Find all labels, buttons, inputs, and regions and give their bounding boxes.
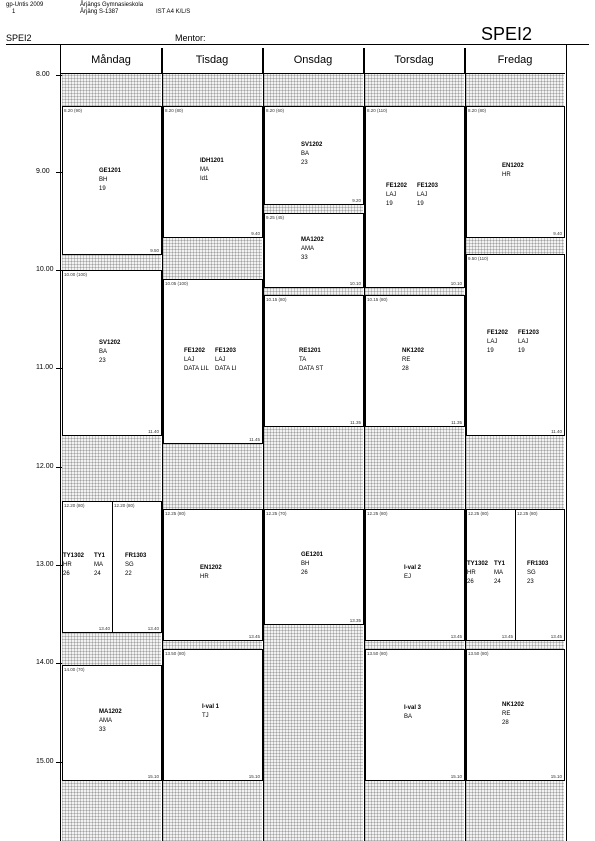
lesson-end: 10.10	[349, 281, 361, 286]
lesson-subject	[301, 551, 323, 578]
lesson-block[interactable]	[515, 509, 565, 641]
lesson-start: 10.00 (100)	[64, 272, 88, 277]
teacher: BA	[301, 151, 310, 157]
day-header-tuesday: Tisdag	[162, 48, 263, 74]
subject-code: NK1202	[402, 348, 425, 354]
lesson-start: 8.20 (90)	[64, 108, 83, 113]
software-label: gp-Untis 2009	[6, 2, 44, 8]
lesson-end: 13.45	[501, 634, 513, 639]
time-label: 8.00	[36, 71, 50, 78]
lesson-subject	[487, 329, 508, 356]
lesson-start: 10.05 (100)	[165, 281, 189, 286]
lesson-block[interactable]	[365, 649, 465, 781]
teacher: LAJ	[215, 357, 226, 363]
teacher: RE	[502, 711, 511, 717]
room: 23	[527, 579, 534, 585]
day-header-monday: Måndag	[61, 48, 162, 74]
room: 28	[502, 720, 509, 726]
room: 28	[402, 366, 409, 372]
lesson-subject	[502, 162, 524, 180]
lesson-block[interactable]	[62, 665, 162, 781]
lesson-start: 14.00 (70)	[64, 667, 85, 672]
subject-code: FR1303	[125, 553, 147, 559]
room: 23	[99, 358, 106, 364]
time-label: 11.00	[36, 364, 53, 371]
subject-code: FE1202	[487, 330, 509, 336]
subject-code: FE1203	[215, 348, 237, 354]
time-tick	[56, 467, 62, 468]
teacher: AMA	[99, 718, 113, 724]
lesson-block[interactable]	[365, 106, 465, 288]
lesson-subject	[94, 552, 105, 579]
lesson-block[interactable]	[163, 279, 263, 444]
lesson-end: 15.10	[450, 774, 462, 779]
room: Id1	[200, 176, 209, 182]
lesson-block[interactable]	[365, 295, 465, 427]
room: 19	[487, 348, 494, 354]
lesson-block[interactable]	[112, 501, 162, 633]
lesson-subject	[301, 236, 324, 263]
room: 19	[417, 201, 424, 207]
lesson-start: 12.25 (70)	[266, 511, 287, 516]
lesson-start: 8.20 (110)	[367, 108, 388, 113]
lesson-end: 13.40	[98, 626, 110, 631]
lesson-start: 10.15 (80)	[266, 297, 287, 302]
teacher: TJ	[202, 713, 209, 719]
lesson-subject	[402, 347, 424, 374]
lesson-block[interactable]	[62, 106, 162, 255]
room: 22	[125, 571, 132, 577]
lesson-end: 9.40	[251, 231, 260, 236]
subject-code: SV1202	[99, 340, 121, 346]
subject-code: I-val 3	[404, 705, 422, 711]
lesson-end: 11.40	[551, 429, 562, 434]
lesson-start: 12.20 (80)	[64, 503, 85, 508]
teacher: LAJ	[487, 339, 498, 345]
lesson-subject	[404, 704, 421, 722]
teacher: LAJ	[518, 339, 529, 345]
lesson-subject	[200, 157, 224, 184]
lesson-block[interactable]	[163, 509, 263, 641]
room: 19	[386, 201, 393, 207]
lesson-subject	[202, 703, 219, 721]
lesson-start: 8.20 (80)	[468, 108, 487, 113]
subject-code: GE1201	[99, 168, 122, 174]
lesson-block[interactable]	[466, 509, 516, 641]
room: DATA LI	[215, 366, 237, 372]
teacher: BH	[99, 177, 108, 183]
subject-code: I-val 2	[404, 565, 422, 571]
time-label: 15.00	[36, 758, 54, 765]
lesson-subject	[301, 141, 322, 168]
teacher: MA	[94, 562, 103, 568]
teacher: HR	[502, 172, 511, 178]
lesson-subject	[63, 552, 84, 579]
subject-code: TY1	[94, 553, 106, 559]
lesson-start: 8.20 (80)	[165, 108, 184, 113]
room: 26	[301, 570, 308, 576]
lesson-end: 10.10	[450, 281, 462, 286]
lesson-end: 15.10	[248, 774, 260, 779]
lesson-block[interactable]	[264, 509, 364, 625]
time-label: 12.00	[36, 463, 54, 470]
lesson-end: 9.20	[352, 198, 361, 203]
subject-code: I-val 1	[202, 704, 220, 710]
subject-code: FE1203	[518, 330, 540, 336]
lesson-end: 15.10	[550, 774, 562, 779]
lesson-block[interactable]	[466, 254, 565, 436]
teacher: HR	[200, 574, 209, 580]
lesson-start: 13.50 (80)	[367, 651, 388, 656]
lesson-start: 9.25 (45)	[266, 215, 285, 220]
school-code: Årjäng S-1387	[80, 9, 119, 15]
subject-code: EN1202	[502, 163, 524, 169]
lesson-subject	[386, 182, 407, 209]
lesson-block[interactable]	[466, 649, 565, 781]
lesson-block[interactable]	[365, 509, 465, 641]
lesson-end: 9.50	[150, 248, 159, 253]
lesson-start: 10.15 (80)	[367, 297, 388, 302]
lesson-start: 12.25 (80)	[517, 511, 538, 516]
time-label: 10.00	[36, 266, 54, 273]
teacher: HR	[467, 570, 476, 576]
lesson-block[interactable]	[264, 213, 364, 288]
subject-code: FE1203	[417, 183, 439, 189]
lesson-subject	[494, 560, 505, 587]
lesson-subject	[99, 708, 122, 735]
day-header-friday: Fredag	[465, 48, 565, 74]
subject-code: EN1202	[200, 565, 222, 571]
subject-code: FE1202	[184, 348, 206, 354]
room: 19	[99, 186, 106, 192]
room: 26	[467, 579, 474, 585]
teacher: LAJ	[386, 192, 397, 198]
lesson-start: 12.25 (80)	[165, 511, 186, 516]
lesson-block[interactable]	[62, 270, 162, 436]
day-header-thursday: Torsdag	[364, 48, 465, 74]
subject-code: MA1202	[99, 709, 122, 715]
subject-code: SV1202	[301, 142, 323, 148]
teacher: MA	[200, 167, 209, 173]
room: 23	[301, 160, 308, 166]
lesson-end: 11.45	[249, 437, 260, 442]
class-label-left: SPEI2	[6, 33, 32, 43]
teacher: LAJ	[184, 357, 195, 363]
lesson-start: 12.25 (80)	[367, 511, 388, 516]
time-label: 13.00	[36, 561, 54, 568]
teacher: AMA	[301, 246, 315, 252]
lesson-start: 12.20 (80)	[114, 503, 135, 508]
class-label-right: SPEI2	[481, 24, 533, 44]
lesson-end: 11.35	[350, 420, 361, 425]
lesson-end: 11.35	[451, 420, 462, 425]
lesson-block[interactable]	[163, 649, 263, 781]
lesson-start: 8.20 (60)	[266, 108, 285, 113]
subject-code: RE1201	[299, 348, 321, 354]
teacher: LAJ	[417, 192, 428, 198]
lesson-subject	[518, 329, 539, 356]
teacher: SG	[125, 562, 134, 568]
teacher: HR	[63, 562, 72, 568]
lesson-subject	[99, 339, 120, 366]
lesson-subject	[502, 701, 524, 728]
room: 33	[301, 255, 308, 261]
room: DATA ST	[299, 366, 324, 372]
subject-code: IDH1201	[200, 158, 224, 164]
room: 19	[518, 348, 525, 354]
teacher: SG	[527, 570, 536, 576]
room: DATA LIL	[184, 366, 209, 372]
lesson-block[interactable]	[264, 295, 364, 427]
teacher: MA	[494, 570, 503, 576]
lesson-subject	[125, 552, 146, 579]
lesson-block[interactable]	[62, 501, 113, 633]
teacher: BA	[99, 349, 108, 355]
day-header-wednesday: Onsdag	[263, 48, 364, 74]
lesson-subject	[404, 564, 421, 582]
lesson-subject	[299, 347, 323, 374]
lesson-end: 9.40	[553, 231, 562, 236]
lesson-block[interactable]	[466, 106, 565, 238]
teacher: TA	[299, 357, 307, 363]
teacher: BH	[301, 561, 310, 567]
lesson-end: 15.10	[147, 774, 159, 779]
subject-code: TY1302	[467, 561, 489, 567]
lesson-block[interactable]	[163, 106, 263, 238]
school-name: Årjängs Gymnasieskola	[80, 2, 144, 8]
time-label: 14.00	[36, 659, 54, 666]
lesson-subject	[417, 182, 438, 209]
teacher: BA	[404, 714, 413, 720]
lesson-end: 11.40	[148, 429, 159, 434]
lesson-subject	[467, 560, 488, 587]
room: 24	[494, 579, 501, 585]
room: 33	[99, 727, 106, 733]
room: 24	[94, 571, 101, 577]
time-tick	[56, 663, 62, 664]
lesson-start: 12.25 (80)	[468, 511, 489, 516]
subject-code: NK1202	[502, 702, 525, 708]
time-tick	[56, 75, 62, 76]
lesson-end: 13.45	[550, 634, 562, 639]
teacher: EJ	[404, 574, 412, 580]
lesson-block[interactable]	[264, 106, 364, 205]
subject-code: TY1	[494, 561, 506, 567]
lesson-subject	[99, 167, 121, 194]
lesson-subject	[527, 560, 548, 587]
lesson-start: 13.50 (80)	[165, 651, 186, 656]
subject-code: TY1302	[63, 553, 85, 559]
room: 26	[63, 571, 70, 577]
lesson-start: 9.50 (110)	[468, 256, 489, 261]
lesson-subject	[215, 347, 236, 374]
lesson-end: 13.40	[147, 626, 159, 631]
subject-code: GE1201	[301, 552, 324, 558]
lesson-start: 13.50 (80)	[468, 651, 489, 656]
page-number: 1	[12, 9, 16, 15]
mentor-label: Mentor:	[175, 33, 206, 43]
lesson-end: 13.35	[349, 618, 361, 623]
lesson-subject	[200, 564, 222, 582]
subject-code: FE1202	[386, 183, 408, 189]
lesson-end: 13.45	[450, 634, 462, 639]
subject-code: MA1202	[301, 237, 324, 243]
subject-code: FR1303	[527, 561, 549, 567]
lesson-end: 13.45	[248, 634, 260, 639]
teacher: RE	[402, 357, 411, 363]
lesson-subject	[184, 347, 209, 374]
time-label: 9.00	[36, 168, 50, 175]
print-format: IST A4 K/L/S	[156, 9, 191, 15]
